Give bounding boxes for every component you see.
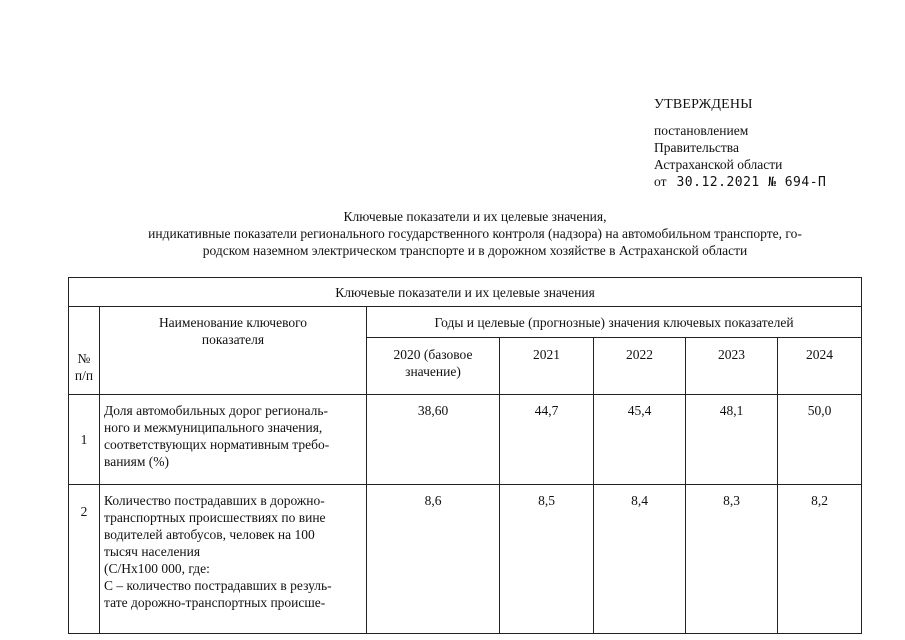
value-2024: 8,2	[778, 485, 862, 634]
heading-line-2: индикативные показатели регионального государственного контроля (надзора) на автомобильном транспорте, го-	[148, 226, 802, 241]
row-number: 1	[69, 395, 100, 485]
heading-line-1: Ключевые показатели и их целевые значения,	[343, 209, 607, 224]
column-header-year-2024: 2024	[778, 338, 862, 395]
indicator-name-line: водителей автобусов, человек на 100	[104, 527, 315, 542]
indicator-name-line: тате дорожно-транспортных происше-	[104, 595, 326, 610]
year-2020-label-line-1: 2020 (базовое	[393, 347, 473, 362]
approval-title: УТВЕРЖДЕНЫ	[654, 97, 753, 112]
indicator-name-line: С – количество пострадавших в резуль-	[104, 578, 332, 593]
approval-block	[654, 96, 826, 191]
column-header-name-line-2: показателя	[201, 332, 265, 347]
value-2021: 44,7	[500, 395, 594, 485]
table-row	[69, 485, 862, 634]
approval-line-government: Правительства	[654, 140, 739, 155]
indicator-name-line: тысяч населения	[104, 544, 201, 559]
approval-date-prefix: от	[654, 174, 667, 189]
approval-date-stamp: 30.12.2021 № 694-П	[676, 175, 827, 190]
indicator-name-line: соответствующих нормативным требо-	[104, 437, 330, 452]
approval-line-decree: постановлением	[654, 123, 749, 138]
column-header-year-2023: 2023	[686, 338, 778, 395]
value-2021: 8,5	[500, 485, 594, 634]
column-header-year-2021: 2021	[500, 338, 594, 395]
column-header-year-2022: 2022	[594, 338, 686, 395]
column-header-number-line-2: п/п	[74, 368, 94, 383]
value-2022: 8,4	[594, 485, 686, 634]
column-header-indicator-name	[100, 307, 367, 395]
column-header-number-line-1: №	[77, 351, 91, 366]
document-heading	[80, 208, 870, 259]
column-header-name-line-1: Наименование ключевого	[158, 315, 308, 330]
value-2023: 48,1	[686, 395, 778, 485]
table-caption: Ключевые показатели и их целевые значения	[69, 278, 862, 307]
approval-line-region: Астраханской области	[654, 157, 783, 172]
column-header-number	[69, 307, 100, 395]
value-2020: 38,60	[367, 395, 500, 485]
indicator-name	[100, 395, 367, 485]
value-2024: 50,0	[778, 395, 862, 485]
table-row	[69, 395, 862, 485]
row-number: 2	[69, 485, 100, 634]
indicator-name	[100, 485, 367, 634]
indicator-name-line: Доля автомобильных дорог региональ-	[104, 403, 329, 418]
column-header-year-2020	[367, 338, 500, 395]
indicator-name-line: транспортных происшествиях по вине	[104, 510, 326, 525]
indicator-name-line: ного и межмуниципального значения,	[104, 420, 323, 435]
value-2022: 45,4	[594, 395, 686, 485]
indicators-table	[68, 277, 862, 634]
indicator-name-line: Количество пострадавших в дорожно-	[104, 493, 325, 508]
approval-date-line	[654, 173, 826, 191]
year-2020-label-line-2: значение)	[405, 364, 461, 379]
value-2023: 8,3	[686, 485, 778, 634]
column-group-years: Годы и целевые (прогнозные) значения ключевых показателей	[367, 307, 862, 338]
indicator-name-line: (С/Нх100 000, где:	[104, 561, 210, 576]
indicator-name-line: ваниям (%)	[104, 454, 170, 469]
value-2020: 8,6	[367, 485, 500, 634]
heading-line-3: родском наземном электрическом транспорте и в дорожном хозяйстве в Астраханской области	[202, 243, 748, 258]
